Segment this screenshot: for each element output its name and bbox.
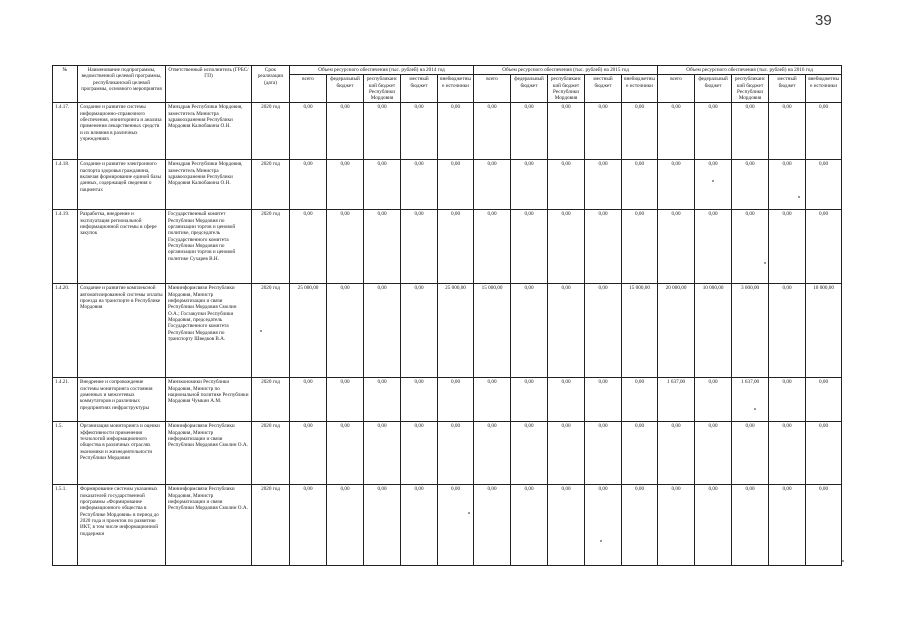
header-name: Наименование подпрограммы, ведомственной целевой программы, республиканской целевой программы, основного мероприятия xyxy=(78,66,166,103)
cell-value: 0,00 xyxy=(622,485,658,566)
scan-speck xyxy=(764,262,766,264)
cell-value: 0,00 xyxy=(658,422,695,485)
cell-value: 0,00 xyxy=(732,103,769,160)
cell-value: 0,00 xyxy=(806,103,842,160)
cell-value: 0,00 xyxy=(327,284,364,378)
cell-value: 0,00 xyxy=(695,378,732,422)
scan-speck xyxy=(468,512,470,514)
cell-value: 0,00 xyxy=(548,378,585,422)
cell-value: 0,00 xyxy=(511,485,548,566)
cell-value: 0,00 xyxy=(548,103,585,160)
cell-value: 0,00 xyxy=(364,103,401,160)
cell-value: 0,00 xyxy=(364,210,401,284)
cell-value: 0,00 xyxy=(732,210,769,284)
cell-value: 3 000,00 xyxy=(732,284,769,378)
scan-speck xyxy=(712,180,714,182)
cell-value: 25 000,00 xyxy=(290,284,327,378)
cell-value: 0,00 xyxy=(327,103,364,160)
header-term: Срок реализации (дата) xyxy=(252,66,290,103)
row-term: 2020 год xyxy=(252,378,290,422)
table-row xyxy=(53,485,842,566)
cell-value: 0,00 xyxy=(474,422,511,485)
cell-value: 0,00 xyxy=(658,160,695,210)
subheader-2014-total: всего xyxy=(290,75,327,103)
page-number: 39 xyxy=(815,12,832,29)
row-executor: Мининформсвязи Республики Мордовия, Министр информатизации и связи Республики Мордовия Смолин О.А.; Госзакупки Республики Мордовия, председатель Государственного комитета Республики Мордовия по транспорту Шведков В.А. xyxy=(166,284,252,378)
cell-value: 0,00 xyxy=(511,378,548,422)
table-row xyxy=(53,160,842,210)
scan-speck xyxy=(260,330,262,332)
subheader-2015-total: всего xyxy=(474,75,511,103)
cell-value: 0,00 xyxy=(438,160,474,210)
cell-value: 0,00 xyxy=(806,422,842,485)
row-term: 2020 год xyxy=(252,103,290,160)
cell-value: 0,00 xyxy=(474,485,511,566)
table-row xyxy=(53,103,842,160)
cell-value: 0,00 xyxy=(585,103,622,160)
cell-value: 0,00 xyxy=(622,210,658,284)
row-code: 1.4.18. xyxy=(53,160,78,210)
cell-value: 0,00 xyxy=(806,210,842,284)
header-num: № xyxy=(53,66,78,103)
cell-value: 0,00 xyxy=(695,103,732,160)
cell-value: 0,00 xyxy=(769,210,806,284)
cell-value: 0,00 xyxy=(438,103,474,160)
row-code: 1.4.19. xyxy=(53,210,78,284)
subheader-2016-extra: внебюджетные источники xyxy=(806,75,842,103)
subheader-2014-local: местный бюджет xyxy=(401,75,438,103)
cell-value: 0,00 xyxy=(327,485,364,566)
cell-value: 0,00 xyxy=(401,103,438,160)
subheader-2015-republic: республиканский бюджет Республики Мордовия xyxy=(548,75,585,103)
row-executor: Государственный комитет Республики Мордовия по организации торгов и ценовой политике, председатель Государственного комитета Республики Мордовия по организации торгов и ценовой политике Сухарев В.Н. xyxy=(166,210,252,284)
cell-value: 0,00 xyxy=(327,378,364,422)
subheader-2015-extra: внебюджетные источники xyxy=(622,75,658,103)
row-code: 1.4.20. xyxy=(53,284,78,378)
scan-speck xyxy=(798,196,800,198)
row-term: 2020 год xyxy=(252,284,290,378)
cell-value: 1 637,00 xyxy=(658,378,695,422)
table-row xyxy=(53,422,842,485)
cell-value: 0,00 xyxy=(474,103,511,160)
cell-value: 0,00 xyxy=(658,210,695,284)
row-executor: Мининформсвязи Республики Мордовия, Министр информатизации и связи Республики Мордовия Смолин О.А. xyxy=(166,485,252,566)
scan-speck xyxy=(754,408,756,410)
row-name: Формирование системы указанных показателей государственной программы «Формирование информационного общества в Республике Мордовия» в период до 2020 года и проектов по развитию ИКТ, в том числе информационной поддержки xyxy=(78,485,166,566)
cell-value: 0,00 xyxy=(327,422,364,485)
cell-value: 0,00 xyxy=(585,210,622,284)
cell-value: 0,00 xyxy=(658,103,695,160)
cell-value: 1 637,00 xyxy=(732,378,769,422)
cell-value: 0,00 xyxy=(364,160,401,210)
row-executor: Минздрав Республики Мордовия, заместитель Министра здравоохранения Республики Мордовия Калюбакина О.Н. xyxy=(166,103,252,160)
cell-value: 0,00 xyxy=(511,422,548,485)
cell-value: 20 000,00 xyxy=(658,284,695,378)
cell-value: 0,00 xyxy=(290,210,327,284)
cell-value: 0,00 xyxy=(732,485,769,566)
cell-value: 0,00 xyxy=(548,422,585,485)
cell-value: 0,00 xyxy=(364,378,401,422)
cell-value: 0,00 xyxy=(769,485,806,566)
cell-value: 0,00 xyxy=(585,284,622,378)
cell-value: 0,00 xyxy=(364,422,401,485)
budget-table xyxy=(52,65,842,566)
cell-value: 0,00 xyxy=(585,160,622,210)
cell-value: 0,00 xyxy=(511,103,548,160)
cell-value: 0,00 xyxy=(327,210,364,284)
cell-value: 0,00 xyxy=(769,422,806,485)
cell-value: 0,00 xyxy=(806,160,842,210)
cell-value: 15 000,00 xyxy=(622,284,658,378)
cell-value: 0,00 xyxy=(290,485,327,566)
row-name: Разработка, внедрение и эксплуатация региональной информационной системы в сфере закупок xyxy=(78,210,166,284)
cell-value: 10 000,00 xyxy=(806,284,842,378)
cell-value: 15 000,00 xyxy=(474,284,511,378)
cell-value: 0,00 xyxy=(401,485,438,566)
cell-value: 0,00 xyxy=(438,210,474,284)
cell-value: 0,00 xyxy=(585,485,622,566)
cell-value: 0,00 xyxy=(585,422,622,485)
cell-value: 25 000,00 xyxy=(438,284,474,378)
subheader-2014-extra: внебюджетные источники xyxy=(438,75,474,103)
cell-value: 0,00 xyxy=(695,485,732,566)
row-term: 2020 год xyxy=(252,210,290,284)
subheader-2015-federal: федеральный бюджет xyxy=(511,75,548,103)
cell-value: 0,00 xyxy=(658,485,695,566)
row-executor: Минэкономики Республики Мордовия, Министр по национальной политике Республики Мордовия Чумкин А.М. xyxy=(166,378,252,422)
cell-value: 0,00 xyxy=(401,378,438,422)
cell-value: 0,00 xyxy=(474,210,511,284)
cell-value: 0,00 xyxy=(622,160,658,210)
row-executor: Минздрав Республики Мордовия, заместитель Министра здравоохранения Республики Мордовия Калюбакина О.Н. xyxy=(166,160,252,210)
row-name: Организация мониторинга и оценки эффективности применения технологий информационного общества в различных отраслях экономики и жизнедеятельности Республики Мордовия xyxy=(78,422,166,485)
cell-value: 0,00 xyxy=(474,160,511,210)
cell-value: 0,00 xyxy=(769,160,806,210)
header-exec: Ответственный исполнитель (ГРБС/ГП) xyxy=(166,66,252,103)
cell-value: 0,00 xyxy=(732,422,769,485)
row-term: 2020 год xyxy=(252,422,290,485)
subheader-2016-republic: республиканский бюджет Республики Мордовия xyxy=(732,75,769,103)
cell-value: 0,00 xyxy=(806,485,842,566)
row-name: Создание и развитие комплексной автоматизированной системы оплаты проезда на транспорте в Республике Мордовия xyxy=(78,284,166,378)
cell-value: 0,00 xyxy=(695,160,732,210)
cell-value: 0,00 xyxy=(290,378,327,422)
table-row xyxy=(53,210,842,284)
cell-value: 0,00 xyxy=(290,422,327,485)
cell-value: 0,00 xyxy=(511,160,548,210)
subheader-2016-local: местный бюджет xyxy=(769,75,806,103)
cell-value: 0,00 xyxy=(511,210,548,284)
cell-value: 0,00 xyxy=(364,284,401,378)
table-row xyxy=(53,284,842,378)
cell-value: 0,00 xyxy=(622,378,658,422)
cell-value: 0,00 xyxy=(585,378,622,422)
cell-value: 0,00 xyxy=(290,160,327,210)
cell-value: 0,00 xyxy=(769,378,806,422)
header-group-2015: Объем ресурсного обеспечения (тыс. рублей) на 2015 год xyxy=(474,66,658,75)
cell-value: 0,00 xyxy=(548,284,585,378)
subheader-2016-federal: федеральный бюджет xyxy=(695,75,732,103)
cell-value: 0,00 xyxy=(806,378,842,422)
cell-value: 0,00 xyxy=(732,160,769,210)
row-code: 1.5. xyxy=(53,422,78,485)
cell-value: 0,00 xyxy=(622,422,658,485)
cell-value: 0,00 xyxy=(401,210,438,284)
scan-speck xyxy=(842,560,844,562)
table-row xyxy=(53,378,842,422)
cell-value: 0,00 xyxy=(401,160,438,210)
cell-value: 0,00 xyxy=(622,103,658,160)
cell-value: 0,00 xyxy=(327,160,364,210)
subheader-2014-federal: федеральный бюджет xyxy=(327,75,364,103)
row-code: 1.4.17. xyxy=(53,103,78,160)
header-group-2016: Объем ресурсного обеспечения (тыс. рублей) на 2016 год xyxy=(658,66,842,75)
cell-value: 0,00 xyxy=(364,485,401,566)
row-name: Внедрение и сопровождение системы мониторинга состояния доменных и межсетевых коммутаторов и различных предприятиях инфраструктуры xyxy=(78,378,166,422)
cell-value: 0,00 xyxy=(438,378,474,422)
row-code: 1.5.1. xyxy=(53,485,78,566)
header-group-2014: Объем ресурсного обеспечения (тыс. рублей) на 2014 год xyxy=(290,66,474,75)
cell-value: 0,00 xyxy=(474,378,511,422)
row-name: Создание и развитие электронного паспорта здоровья гражданина, включая формирование единой базы данных, содержащей сведения о пациентах xyxy=(78,160,166,210)
cell-value: 0,00 xyxy=(769,103,806,160)
row-term: 2020 год xyxy=(252,485,290,566)
cell-value: 0,00 xyxy=(438,485,474,566)
row-name: Создание и развитие системы информационно-справочного обеспечения, мониторинга и анализа применения лекарственных средств и их влияния в различных учреждениях xyxy=(78,103,166,160)
cell-value: 0,00 xyxy=(548,485,585,566)
row-executor: Мининформсвязи Республики Мордовия, Министр информатизации и связи Республики Мордовия Смолин О.А. xyxy=(166,422,252,485)
cell-value: 0,00 xyxy=(695,210,732,284)
cell-value: 10 000,00 xyxy=(695,284,732,378)
cell-value: 0,00 xyxy=(769,284,806,378)
cell-value: 0,00 xyxy=(401,422,438,485)
cell-value: 0,00 xyxy=(548,160,585,210)
cell-value: 0,00 xyxy=(290,103,327,160)
cell-value: 0,00 xyxy=(695,422,732,485)
subheader-2016-total: всего xyxy=(658,75,695,103)
scan-speck xyxy=(600,540,602,542)
cell-value: 0,00 xyxy=(438,422,474,485)
subheader-2015-local: местный бюджет xyxy=(585,75,622,103)
cell-value: 0,00 xyxy=(511,284,548,378)
cell-value: 0,00 xyxy=(548,210,585,284)
row-code: 1.4.21. xyxy=(53,378,78,422)
subheader-2014-republic: республиканский бюджет Республики Мордовия xyxy=(364,75,401,103)
row-term: 2020 год xyxy=(252,160,290,210)
cell-value: 0,00 xyxy=(401,284,438,378)
